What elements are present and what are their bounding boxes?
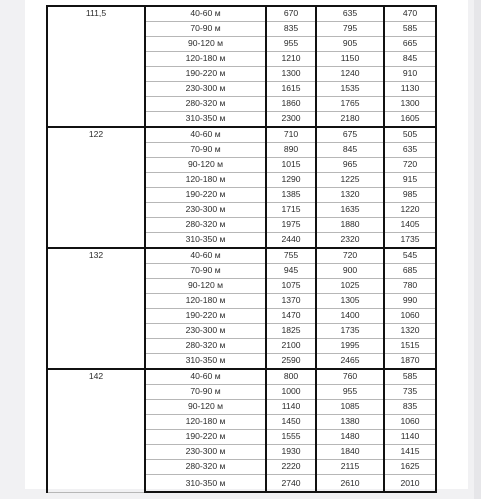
value-cell-3: 735 [384,385,436,400]
value-cell-3: 1625 [384,460,436,475]
value-cell-3: 845 [384,52,436,67]
price-table [46,5,437,493]
value-cell-1: 1450 [266,415,316,430]
group-label-cell [47,6,145,127]
table-row [47,369,436,385]
value-cell-2: 1400 [316,309,384,324]
range-cell: 230-300 м [145,445,266,460]
value-cell-2: 1995 [316,339,384,354]
vertical-scrollbar[interactable] [474,0,481,499]
value-cell-2: 2180 [316,112,384,128]
value-cell-3: 505 [384,127,436,143]
value-cell-2: 1735 [316,324,384,339]
value-cell-3: 910 [384,67,436,82]
value-cell-1: 1615 [266,82,316,97]
range-cell: 310-350 м [145,354,266,370]
range-cell: 280-320 м [145,339,266,354]
value-cell-3: 1060 [384,415,436,430]
value-cell-2: 1240 [316,67,384,82]
value-cell-3: 915 [384,173,436,188]
value-cell-2: 1635 [316,203,384,218]
value-cell-3: 1220 [384,203,436,218]
value-cell-1: 755 [266,248,316,264]
value-cell-1: 2740 [266,475,316,493]
value-cell-3: 720 [384,158,436,173]
value-cell-1: 1015 [266,158,316,173]
value-cell-2: 2610 [316,475,384,493]
value-cell-3: 1300 [384,97,436,112]
range-cell: 190-220 м [145,430,266,445]
value-cell-1: 1300 [266,67,316,82]
value-cell-2: 1320 [316,188,384,203]
value-cell-2: 1025 [316,279,384,294]
range-cell: 70-90 м [145,22,266,37]
value-cell-1: 1975 [266,218,316,233]
value-cell-2: 635 [316,6,384,22]
range-cell: 280-320 м [145,460,266,475]
value-cell-1: 1930 [266,445,316,460]
value-cell-3: 665 [384,37,436,52]
value-cell-3: 585 [384,369,436,385]
range-cell: 190-220 м [145,67,266,82]
value-cell-1: 1715 [266,203,316,218]
value-cell-2: 2320 [316,233,384,249]
group-label: 111,5 [85,8,107,18]
value-cell-1: 1860 [266,97,316,112]
value-cell-1: 1555 [266,430,316,445]
value-cell-1: 2590 [266,354,316,370]
value-cell-1: 945 [266,264,316,279]
value-cell-2: 1840 [316,445,384,460]
value-cell-1: 2220 [266,460,316,475]
value-cell-2: 2115 [316,460,384,475]
value-cell-3: 545 [384,248,436,264]
value-cell-2: 1535 [316,82,384,97]
value-cell-3: 990 [384,294,436,309]
table-row [47,248,436,264]
value-cell-2: 1085 [316,400,384,415]
range-cell: 310-350 м [145,233,266,249]
range-cell: 90-120 м [145,279,266,294]
range-cell: 90-120 м [145,158,266,173]
value-cell-1: 955 [266,37,316,52]
group-label-cell [47,369,145,492]
value-cell-2: 720 [316,248,384,264]
group-label: 132 [88,250,104,260]
value-cell-3: 470 [384,6,436,22]
value-cell-2: 760 [316,369,384,385]
value-cell-1: 835 [266,22,316,37]
value-cell-3: 1515 [384,339,436,354]
value-cell-2: 905 [316,37,384,52]
value-cell-1: 2100 [266,339,316,354]
value-cell-2: 1765 [316,97,384,112]
value-cell-1: 710 [266,127,316,143]
range-cell: 190-220 м [145,309,266,324]
table-row [47,6,436,22]
value-cell-2: 1480 [316,430,384,445]
value-cell-1: 1825 [266,324,316,339]
value-cell-2: 1225 [316,173,384,188]
range-cell: 70-90 м [145,385,266,400]
value-cell-1: 1290 [266,173,316,188]
range-cell: 120-180 м [145,173,266,188]
range-cell: 120-180 м [145,415,266,430]
value-cell-1: 1470 [266,309,316,324]
range-cell: 40-60 м [145,369,266,385]
value-cell-2: 675 [316,127,384,143]
range-cell: 40-60 м [145,127,266,143]
range-cell: 230-300 м [145,203,266,218]
range-cell: 310-350 м [145,112,266,128]
range-cell: 90-120 м [145,37,266,52]
value-cell-2: 965 [316,158,384,173]
range-cell: 70-90 м [145,264,266,279]
value-cell-2: 1880 [316,218,384,233]
value-cell-2: 2465 [316,354,384,370]
group-label-cell [47,127,145,248]
value-cell-3: 2010 [384,475,436,493]
value-cell-3: 1140 [384,430,436,445]
range-cell: 230-300 м [145,324,266,339]
range-cell: 280-320 м [145,97,266,112]
range-cell: 230-300 м [145,82,266,97]
value-cell-1: 1000 [266,385,316,400]
value-cell-2: 1150 [316,52,384,67]
group-label: 122 [88,129,104,139]
table-row [47,127,436,143]
value-cell-3: 1130 [384,82,436,97]
value-cell-3: 1605 [384,112,436,128]
range-cell: 40-60 м [145,248,266,264]
value-cell-3: 1870 [384,354,436,370]
value-cell-3: 1735 [384,233,436,249]
range-cell: 280-320 м [145,218,266,233]
value-cell-2: 1380 [316,415,384,430]
value-cell-2: 900 [316,264,384,279]
value-cell-3: 1415 [384,445,436,460]
value-cell-1: 1210 [266,52,316,67]
value-cell-3: 985 [384,188,436,203]
range-cell: 120-180 м [145,52,266,67]
value-cell-3: 685 [384,264,436,279]
value-cell-1: 1140 [266,400,316,415]
value-cell-2: 845 [316,143,384,158]
value-cell-3: 635 [384,143,436,158]
range-cell: 190-220 м [145,188,266,203]
range-cell: 40-60 м [145,6,266,22]
group-label: 142 [88,371,104,381]
value-cell-3: 1060 [384,309,436,324]
range-cell: 90-120 м [145,400,266,415]
range-cell: 70-90 м [145,143,266,158]
value-cell-3: 1405 [384,218,436,233]
value-cell-1: 670 [266,6,316,22]
range-cell: 310-350 м [145,475,266,493]
value-cell-3: 1320 [384,324,436,339]
value-cell-1: 1385 [266,188,316,203]
range-cell: 120-180 м [145,294,266,309]
value-cell-1: 2300 [266,112,316,128]
group-label-cell [47,248,145,369]
value-cell-1: 2440 [266,233,316,249]
value-cell-1: 1075 [266,279,316,294]
value-cell-3: 780 [384,279,436,294]
value-cell-3: 835 [384,400,436,415]
value-cell-2: 795 [316,22,384,37]
value-cell-1: 1370 [266,294,316,309]
value-cell-2: 955 [316,385,384,400]
value-cell-1: 800 [266,369,316,385]
value-cell-1: 890 [266,143,316,158]
value-cell-2: 1305 [316,294,384,309]
value-cell-3: 585 [384,22,436,37]
